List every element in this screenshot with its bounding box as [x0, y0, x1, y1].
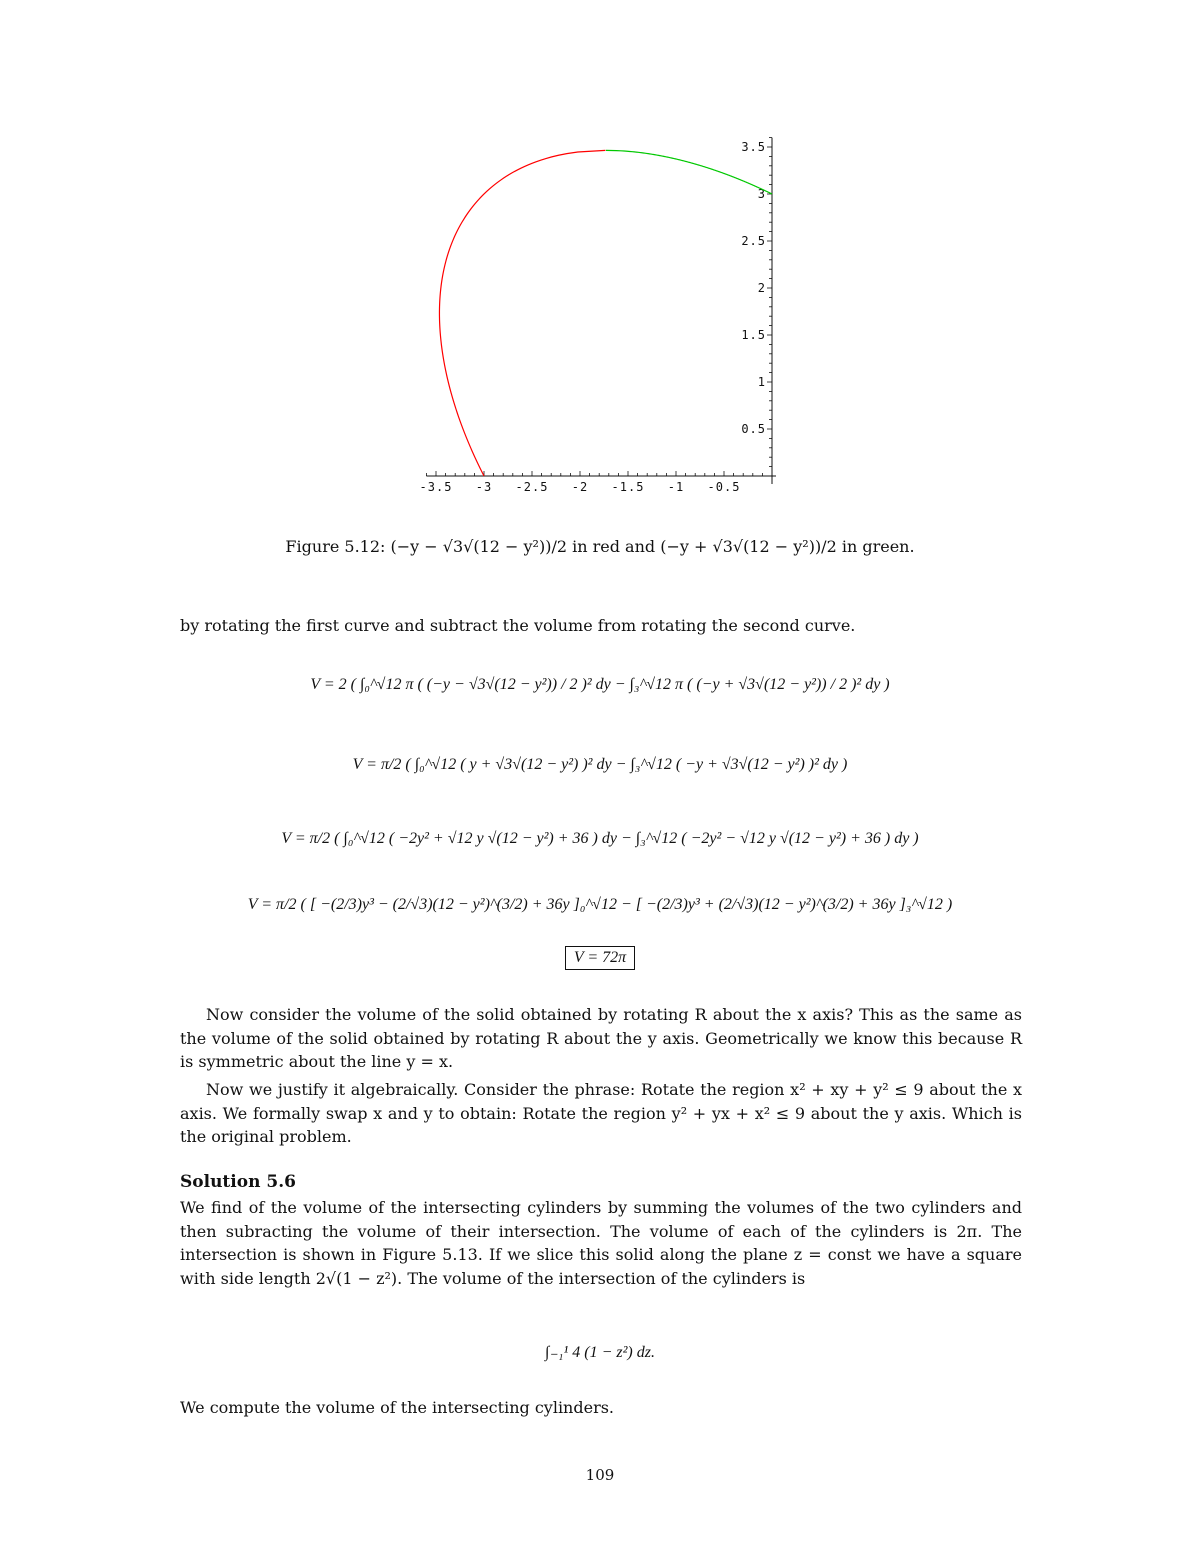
x-tick-label: -1 — [667, 480, 685, 494]
x-tick-label: -0.5 — [707, 480, 741, 494]
plot-axes — [426, 138, 776, 484]
y-tick-label: 1 — [757, 375, 766, 389]
paragraph-symmetry: Now consider the volume of the solid obtained by rotating R about the x axis? This as the same as the volume of the solid obtained by rotating R about the y axis. Geometrically we know this because R is symmetric about the line y = x. — [180, 1005, 1022, 1071]
page-number: 109 — [585, 1466, 615, 1484]
y-tick-label: 1.5 — [741, 328, 766, 342]
equation-3: V = π/2 ( ∫₀^√12 ( −2y² + √12 y √(12 − y²) + 36 ) dy − ∫₃^√12 ( −2y² − √12 y √(12 − y²) + 36 ) dy ) — [281, 830, 919, 847]
red-curve — [439, 150, 605, 476]
equation-1: V = 2 ( ∫₀^√12 π ( (−y − √3√(12 − y²)) / 2 )² dy − ∫₃^√12 π ( (−y + √3√(12 − y²)) / 2 )² dy ) — [310, 676, 890, 693]
figure-5-12-plot — [420, 130, 800, 500]
solution-heading: Solution 5.6 — [180, 1172, 296, 1192]
intro-text: by rotating the first curve and subtract the volume from rotating the second curve. — [180, 616, 856, 635]
x-tick-label: -1.5 — [611, 480, 645, 494]
y-tick-label: 2.5 — [741, 234, 766, 248]
green-curve — [606, 150, 772, 194]
closing-text: We compute the volume of the intersecting cylinders. — [180, 1398, 615, 1417]
equation-2: V = π/2 ( ∫₀^√12 ( y + √3√(12 − y²) )² dy − ∫₃^√12 ( −y + √3√(12 − y²) )² dy ) — [352, 756, 848, 773]
equation-4: V = π/2 ( [ −(2/3)y³ − (2/√3)(12 − y²)^(3/2) + 36y ]₀^√12 − [ −(2/3)y³ + (2/√3)(12 − y²)^(3/2) + 36y ]₃^√12 ) — [247, 896, 953, 913]
y-tick-label: 0.5 — [741, 422, 766, 436]
paragraph-algebraic: Now we justify it algebraically. Consider the phrase: Rotate the region x² + xy + y² ≤ 9 about the x axis. We formally swap x and y to obtain: Rotate the region y² + yx + x² ≤ 9 about the y axis. Which is the original problem. — [180, 1080, 1022, 1146]
figure-caption: Figure 5.12: (−y − √3√(12 − y²))/2 in red and (−y + √3√(12 − y²))/2 in green. — [285, 537, 915, 556]
x-axis-ticks — [420, 471, 772, 494]
y-tick-label: 3 — [757, 187, 766, 201]
y-axis-ticks — [741, 138, 772, 476]
x-tick-label: -3 — [475, 480, 493, 494]
result-box-wrapper — [0, 946, 1200, 970]
x-tick-label: -3.5 — [420, 480, 453, 494]
solution-text: We find of the volume of the intersecting cylinders by summing the volumes of the two cylinders and then subracting the volume of their intersection. The volume of each of the cylinders is 2π. The intersection is shown in Figure 5.13. If we slice this solid along the plane z = const we have a square with side length 2√(1 − z²). The volume of the intersection of the cylinders is — [180, 1198, 1022, 1288]
y-tick-label: 3.5 — [741, 140, 766, 154]
result-box: V = 72π — [565, 946, 635, 970]
x-tick-label: -2.5 — [515, 480, 549, 494]
y-tick-label: 2 — [757, 281, 766, 295]
intersection-integral: ∫₋₁¹ 4 (1 − z²) dz. — [545, 1344, 655, 1361]
x-tick-label: -2 — [571, 480, 589, 494]
